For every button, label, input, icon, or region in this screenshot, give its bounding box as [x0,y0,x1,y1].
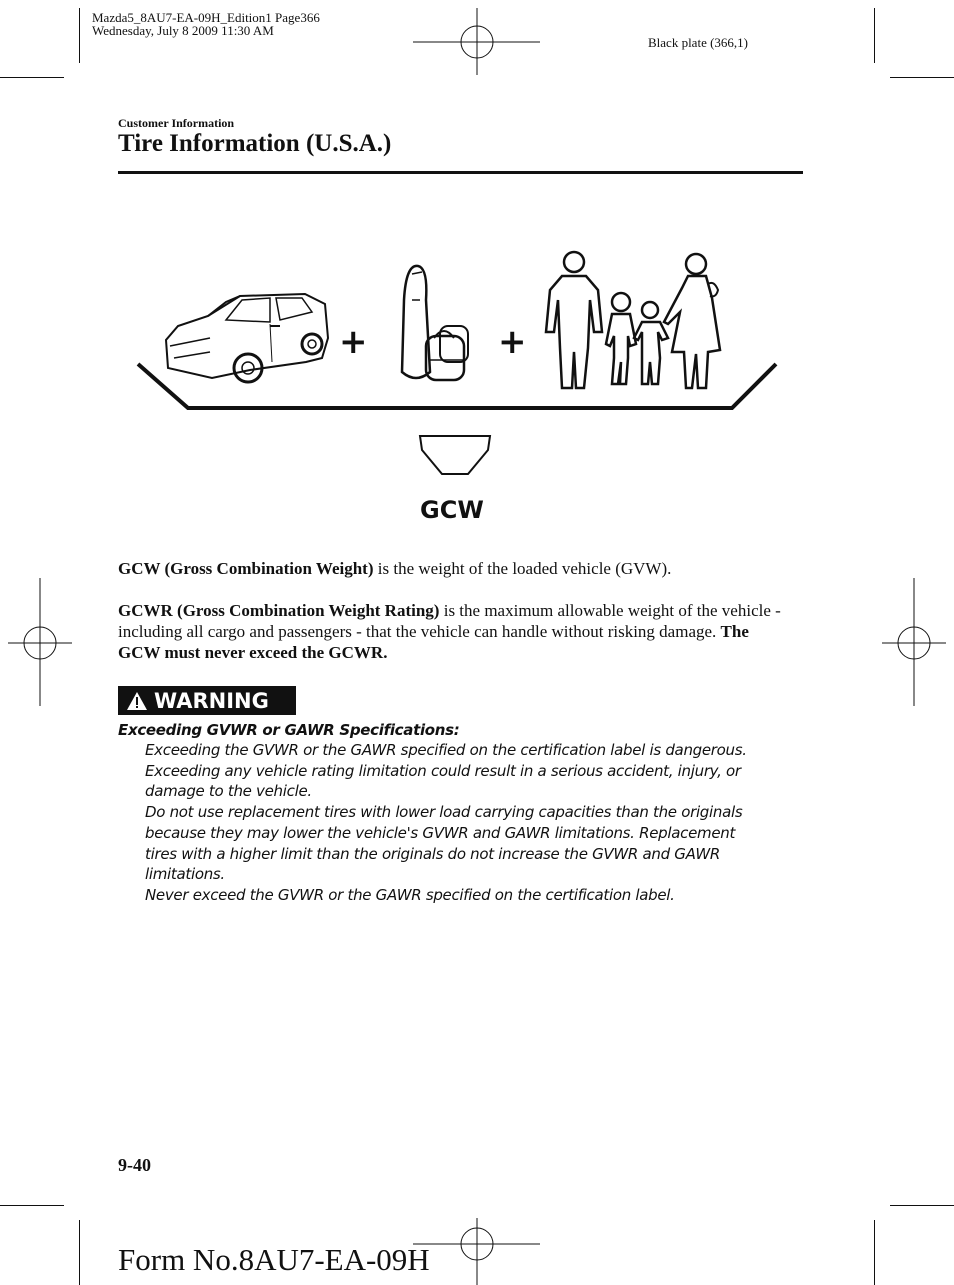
warning-heading: Exceeding GVWR or GAWR Specifications: [118,721,460,739]
gcwr-term: GCWR (Gross Combination Weight Rating) [118,601,440,620]
gcw-term: GCW (Gross Combination Weight) [118,559,374,578]
luggage-icon [402,266,468,380]
gcw-figure [130,240,790,540]
warning-line: Never exceed the GVWR or the GAWR specified on the certification label. [145,885,675,904]
gcwr-text: is the maximum allowable weight of the vehicle - including all cargo and passengers - that the vehicle can handle without risking damage. [118,601,781,641]
plate-label: Black plate (366,1) [648,35,748,50]
warning-badge [118,686,296,715]
warning-badge-label: WARNING [154,688,269,713]
warning-body [145,740,805,906]
family-icon [546,252,720,388]
warning-triangle-icon [126,691,148,711]
form-number: Form No.8AU7-EA-09H [118,1242,430,1277]
title-rule [118,171,803,174]
warning-line: Exceeding any vehicle rating limitation could result in a serious accident, injury, or [145,761,741,780]
print-date-line: Wednesday, July 8 2009 11:30 AM [92,23,274,38]
plus-sign-2: + [498,322,527,362]
file-name-line: Mazda5_8AU7-EA-09H_Edition1 Page366 [92,10,320,25]
warning-line: Do not use replacement tires with lower load carrying capacities than the originals [145,803,743,822]
result-arrow-icon [420,436,490,474]
gcw-text: is the weight of the loaded vehicle (GVW). [373,559,672,578]
warning-line: damage to the vehicle. [145,782,312,801]
warning-line: limitations. [145,865,225,884]
gcwr-emphasis: The GCW must never exceed the GCWR. [118,622,749,662]
section-label: Customer Information [118,116,235,130]
warning-line: tires with a higher limit than the originals do not increase the GVWR and GAWR [145,844,720,863]
plus-sign-1: + [339,322,368,362]
minivan-icon [166,294,328,382]
gcw-definition [118,558,803,579]
page-title: Tire Information (U.S.A.) [118,130,392,157]
page-number: 9-40 [118,1155,151,1175]
warning-line: Exceeding the GVWR or the GAWR specified on the certification label is dangerous. [145,741,747,759]
gcw-label: GCW [420,496,484,524]
gcwr-definition [118,600,790,663]
warning-line: because they may lower the vehicle's GVWR and GAWR limitations. Replacement [145,823,736,842]
